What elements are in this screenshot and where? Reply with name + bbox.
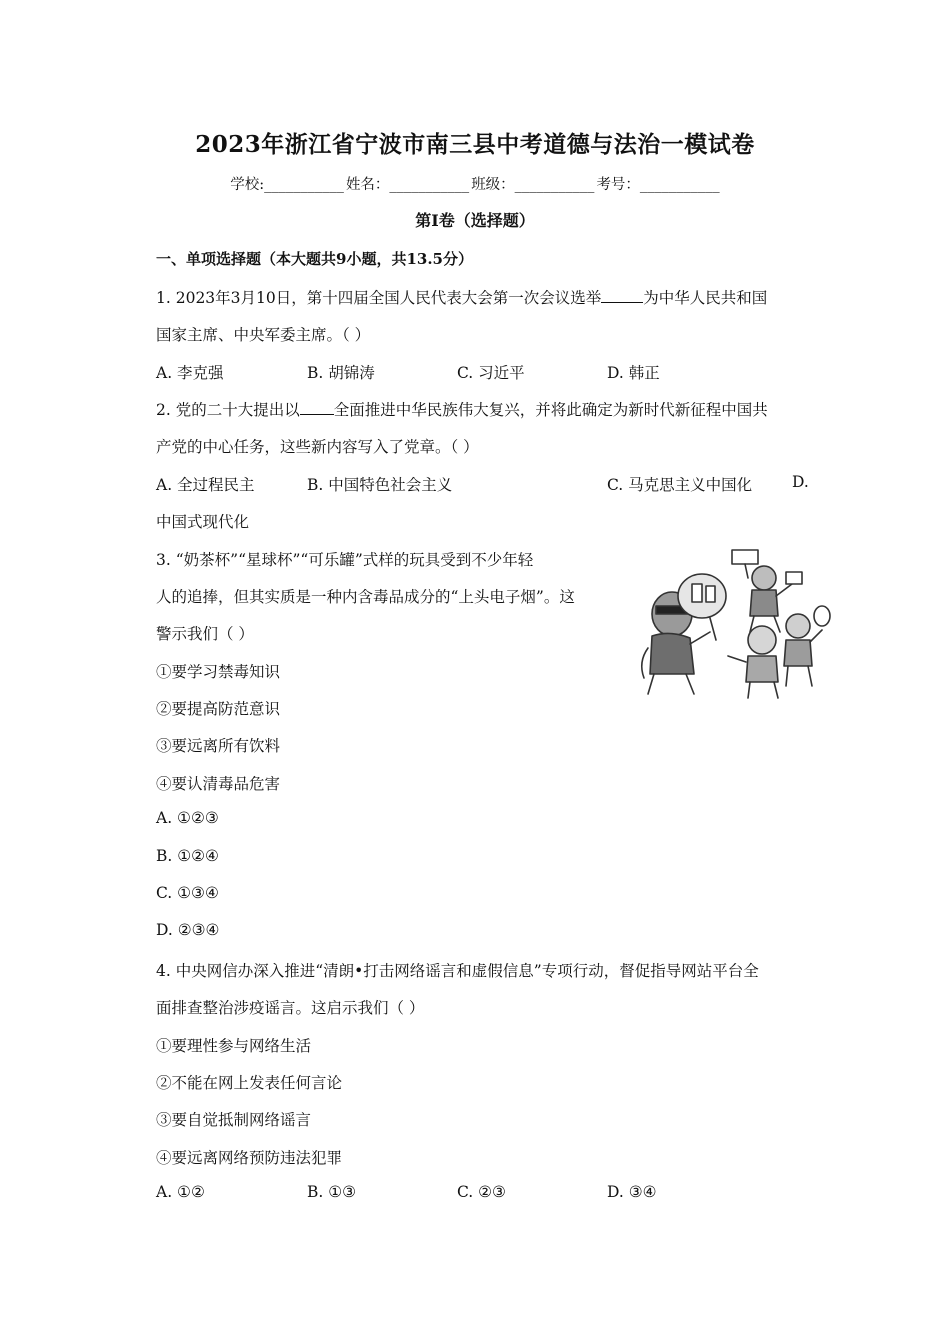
school-field: 学校:___________ xyxy=(230,177,344,193)
question-3-option-c: C. ①③④ xyxy=(156,884,219,902)
student-info-line xyxy=(0,173,950,194)
question-4-option-a: A. ①② xyxy=(156,1183,205,1201)
anti-drug-cartoon-illustration xyxy=(636,544,832,702)
question-4-item-1: ①要理性参与网络生活 xyxy=(156,1037,312,1055)
question-3-item-3: ③要远离所有饮料 xyxy=(156,737,281,755)
question-3-option-d: D. ②③④ xyxy=(156,921,220,939)
question-2-option-c: C. 马克思主义中国化 xyxy=(607,476,753,494)
question-2-option-a: A. 全过程民主 xyxy=(156,476,255,494)
question-3-item-2: ②要提高防范意识 xyxy=(156,700,281,718)
question-4-item-4: ④要远离网络预防违法犯罪 xyxy=(156,1149,343,1167)
exam-number-field: 考号：___________ xyxy=(596,177,720,193)
question-3-item-4: ④要认清毒品危害 xyxy=(156,775,281,793)
question-1-option-a: A. 李克强 xyxy=(156,364,224,382)
question-1-line-1: 1. 2023年3月10日，第十四届全国人民代表大会第一次会议选举 为中华人民共和国 xyxy=(156,289,768,307)
question-4-line-1: 4. 中央网信办深入推进“清朗•打击网络谣言和虚假信息”专项行动，督促指导网站平台全 xyxy=(156,962,759,980)
section-heading: 一、单项选择题（本大题共9小题，共13.5分） xyxy=(156,250,473,268)
question-4-option-d: D. ③④ xyxy=(607,1183,657,1201)
name-field: 姓名：___________ xyxy=(345,177,470,193)
question-2-option-d-label: D. xyxy=(792,473,809,491)
question-1-option-b: B. 胡锦涛 xyxy=(307,364,375,382)
question-3-option-a: A. ①②③ xyxy=(156,809,219,827)
question-3-line-2: 人的追捧，但其实质是一种内含毒品成分的“上头电子烟”。这 xyxy=(156,588,575,606)
question-4-option-c: C. ②③ xyxy=(457,1183,506,1201)
question-2-option-d-text: 中国式现代化 xyxy=(156,513,250,531)
question-1-option-d: D. 韩正 xyxy=(607,364,660,382)
question-1-option-c: C. 习近平 xyxy=(457,364,525,382)
question-4-option-b: B. ①③ xyxy=(307,1183,357,1201)
exam-title: 2023年浙江省宁波市南三县中考道德与法治一模试卷 xyxy=(195,131,755,158)
question-4-item-3: ③要自觉抵制网络谣言 xyxy=(156,1111,312,1129)
question-3-line-1: 3. “奶茶杯”“星球杯”“可乐罐”式样的玩具受到不少年轻 xyxy=(156,551,534,569)
question-4-item-2: ②不能在网上发表任何言论 xyxy=(156,1074,343,1092)
class-field: 班级：___________ xyxy=(471,177,595,193)
answer-blank xyxy=(300,400,334,415)
question-3-item-1: ①要学习禁毒知识 xyxy=(156,663,281,681)
question-2-line-2: 产党的中心任务，这些新内容写入了党章。（ ） xyxy=(156,438,479,456)
question-1-line-2: 国家主席、中央军委主席。（ ） xyxy=(156,326,371,344)
volume-heading: 第I卷（选择题） xyxy=(415,211,535,230)
question-2-line-1: 2. 党的二十大提出以 全面推进中华民族伟大复兴，并将此确定为新时代新征程中国共 xyxy=(156,401,768,419)
question-2-option-b: B. 中国特色社会主义 xyxy=(307,476,453,494)
answer-blank xyxy=(601,288,643,303)
question-3-option-b: B. ①②④ xyxy=(156,847,219,865)
question-4-line-2: 面排查整治涉疫谣言。这启示我们（ ） xyxy=(156,999,425,1017)
question-3-line-3: 警示我们（ ） xyxy=(156,625,254,643)
